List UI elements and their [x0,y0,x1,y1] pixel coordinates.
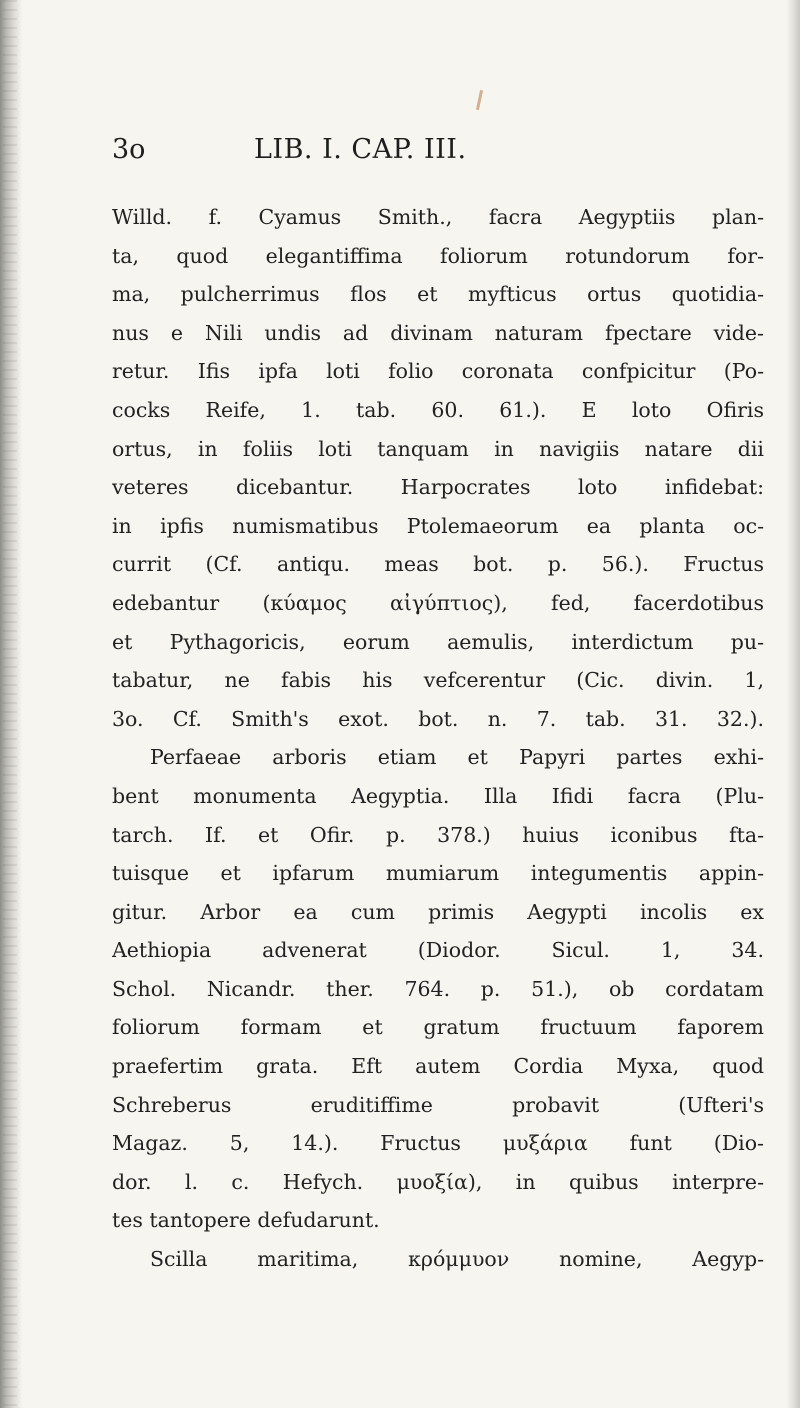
binding-texture [3,0,17,1408]
page-number: 3o [112,134,146,165]
text-line: Perfaeae arboris etiam et Papyri partes exhi- [150,745,764,770]
text-line: ta, quod elegantiffima foliorum rotundorum for- [112,243,764,268]
text-line: bent monumenta Aegyptia. Illa Ifidi facra (Plu- [112,783,764,808]
text-line: edebantur (κύαμος αἰγύπτιος), fed, facerdotibus [112,590,764,615]
running-title: LIB. I. CAP. III. [254,134,467,165]
text-line: Scilla maritima, κρόμμυον nomine, Aegyp- [150,1247,764,1272]
text-line: ma, pulcherrimus flos et myfticus ortus quotidia- [112,282,764,307]
text-line: 3o. Cf. Smith's exot. bot. n. 7. tab. 31. 32.). [112,706,764,731]
text-line: Schreberus eruditiffime probavit (Ufteri's [112,1092,764,1117]
page-header [0,134,800,174]
body-text [112,198,764,1279]
text-line: et Pythagoricis, eorum aemulis, interdictum pu- [112,629,764,654]
text-line: retur. Ifis ipfa loti folio coronata confpicitur (Po- [112,359,764,384]
text-line: tabatur, ne fabis his vefcerentur (Cic. divin. 1, [112,668,764,693]
text-line: in ipfis numismatibus Ptolemaeorum ea planta oc- [112,513,764,538]
text-line: veteres dicebantur. Harpocrates loto infidebat: [112,475,764,500]
page-edge-shadow [786,0,800,1408]
text-line: ortus, in foliis loti tanquam in navigiis natare dii [112,436,764,461]
ink-mark [476,90,483,110]
text-line: tes tantopere defudarunt. [112,1208,380,1233]
text-line: foliorum formam et gratum fructuum faporem [112,1015,764,1040]
text-line: praefertim grata. Eft autem Cordia Myxa, quod [112,1054,764,1079]
text-line: cocks Reife, 1. tab. 60. 61.). E loto Ofiris [112,397,764,422]
text-line: tuisque et ipfarum mumiarum integumentis appin- [112,861,764,886]
text-line: Aethiopia advenerat (Diodor. Sicul. 1, 34. [112,938,764,963]
text-line: nus e Nili undis ad divinam naturam fpectare vide- [112,320,764,345]
text-line: gitur. Arbor ea cum primis Aegypti incolis ex [112,899,764,924]
text-line: Magaz. 5, 14.). Fructus μυξάρια funt (Dio- [112,1131,764,1156]
text-line: Schol. Nicandr. ther. 764. p. 51.), ob cordatam [112,976,764,1001]
text-line: currit (Cf. antiqu. meas bot. p. 56.). Fructus [112,552,764,577]
text-line: tarch. If. et Ofir. p. 378.) huius iconibus fta- [112,822,764,847]
text-line: Willd. f. Cyamus Smith., facra Aegyptiis plan- [112,205,764,229]
text-line: dor. l. c. Hefych. μυοξία), in quibus interpre- [112,1169,764,1194]
